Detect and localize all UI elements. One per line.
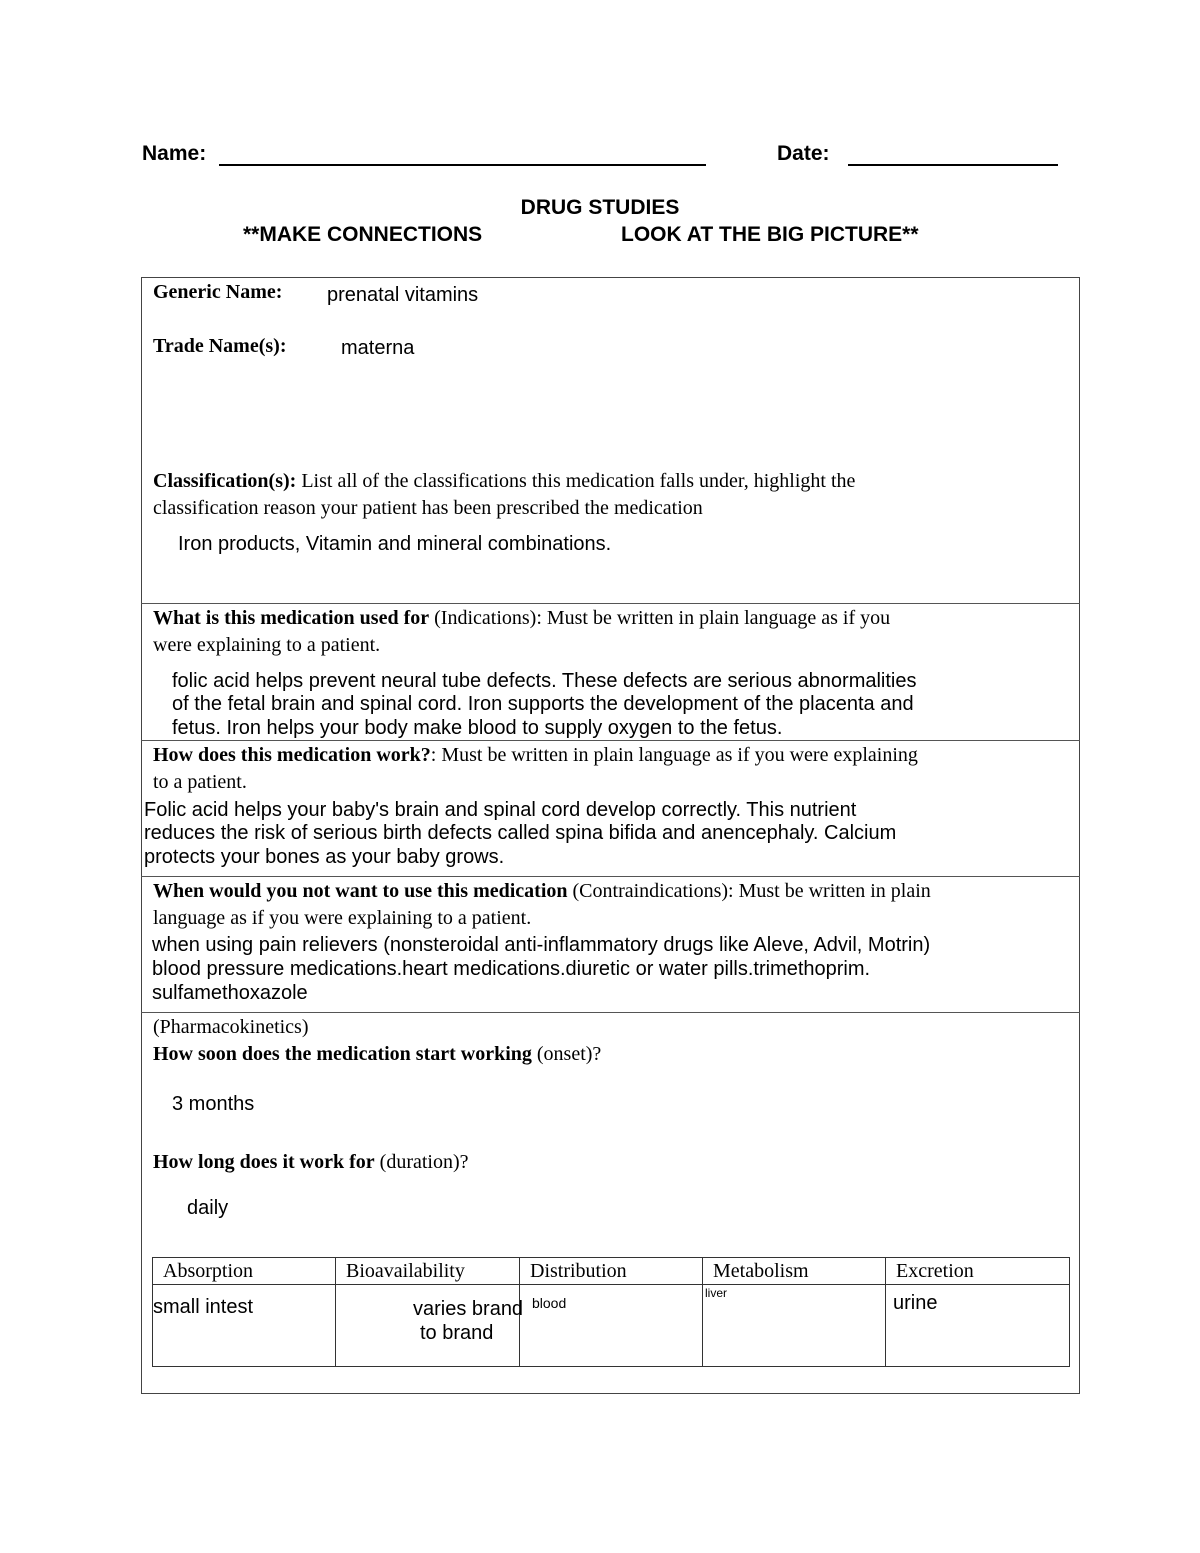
mechanism-line: protects your bones as your baby grows. [144, 846, 505, 868]
classification-value: Iron products, Vitamin and mineral combinations. [178, 533, 612, 555]
table-column-divider [335, 1257, 336, 1367]
duration-label: How long does it work for (duration)? [153, 1151, 469, 1173]
contraindications-line: blood pressure medications.heart medications.diuretic or water pills.trimethoprim. [152, 958, 871, 980]
absorption-value: small intest [153, 1296, 254, 1318]
subtitle-left: **MAKE CONNECTIONS [243, 223, 483, 246]
bioavailability-value: varies brand [413, 1298, 524, 1320]
date-label: Date: [777, 142, 830, 165]
name-field[interactable] [219, 164, 706, 166]
table-header-bioavailability: Bioavailability [346, 1260, 465, 1282]
mechanism-line: Folic acid helps your baby's brain and spinal cord develop correctly. This nutrient [144, 799, 857, 821]
indications-instruction: were explaining to a patient. [153, 634, 381, 656]
date-field[interactable] [848, 164, 1058, 166]
name-label: Name: [142, 142, 207, 165]
contraindications-line: sulfamethoxazole [152, 982, 308, 1004]
table-column-divider [885, 1257, 886, 1367]
generic-name-value: prenatal vitamins [327, 284, 479, 306]
page-title: DRUG STUDIES [520, 196, 680, 219]
bioavailability-value: to brand [420, 1322, 494, 1344]
section-divider [141, 740, 1080, 741]
classification-label: Classification(s): List all of the classifications this medication falls under, highlight the [153, 470, 856, 492]
contraindications-instruction: language as if you were explaining to a patient. [153, 907, 532, 929]
trade-name-value: materna [341, 337, 415, 359]
table-header-excretion: Excretion [896, 1260, 974, 1282]
mechanism-line: reduces the risk of serious birth defects called spina bifida and anencephaly. Calcium [144, 822, 897, 844]
onset-value: 3 months [172, 1093, 255, 1115]
indications-line: fetus. Iron helps your body make blood to supply oxygen to the fetus. [172, 717, 783, 739]
duration-value: daily [187, 1197, 229, 1219]
table-header-absorption: Absorption [163, 1260, 253, 1282]
subtitle-right: LOOK AT THE BIG PICTURE** [621, 223, 919, 246]
section-divider [141, 603, 1080, 604]
contraindications-line: when using pain relievers (nonsteroidal anti-inflammatory drugs like Aleve, Advil, Motrin) [152, 934, 931, 956]
section-divider [141, 876, 1080, 877]
indications-line: folic acid helps prevent neural tube defects. These defects are serious abnormalities [172, 670, 917, 692]
table-header-metabolism: Metabolism [713, 1260, 809, 1282]
section-divider [141, 1012, 1080, 1013]
indications-label: What is this medication used for (Indications): Must be written in plain language as if you [153, 607, 891, 629]
pharmacokinetics-heading: (Pharmacokinetics) [153, 1016, 309, 1038]
contraindications-label: When would you not want to use this medication (Contraindications): Must be written in plain [153, 880, 931, 902]
onset-label: How soon does the medication start working (onset)? [153, 1043, 602, 1065]
table-header-distribution: Distribution [530, 1260, 627, 1282]
generic-name-label: Generic Name: [153, 281, 283, 303]
indications-line: of the fetal brain and spinal cord. Iron supports the development of the placenta and [172, 693, 914, 715]
trade-name-label: Trade Name(s): [153, 335, 287, 357]
excretion-value: urine [893, 1292, 938, 1314]
metabolism-value: liver [705, 1286, 728, 1300]
mechanism-instruction: to a patient. [153, 771, 247, 793]
mechanism-label: How does this medication work?: Must be written in plain language as if you were explaining [153, 744, 918, 766]
distribution-value: blood [532, 1295, 567, 1311]
classification-instruction: classification reason your patient has been prescribed the medication [153, 497, 703, 519]
table-column-divider [702, 1257, 703, 1367]
